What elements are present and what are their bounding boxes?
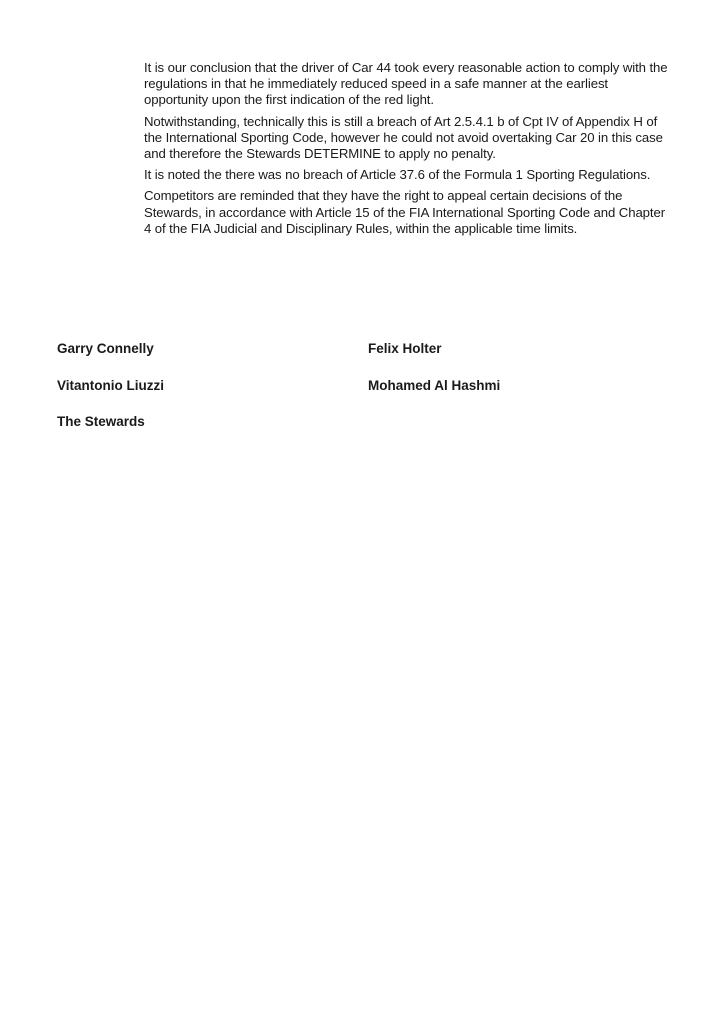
paragraph-appeal-notice: Competitors are reminded that they have the right to appeal certain decisions of the Stewards, in accordance with Article 15 of the FIA International Sporting Code and Chapter 4 of the FIA Judicial and Disciplinary Rules, within the applicable time limits. xyxy=(144,188,666,236)
paragraph-breach: Notwithstanding, technically this is still a breach of Art 2.5.4.1 b of Cpt IV of Appendix H of the International Sporting Code, however he could not avoid overtaking Car 20 in this case and therefore the Stewards DETERMINE to apply no penalty. xyxy=(144,113,663,162)
signatory-name: Garry Connelly xyxy=(57,341,154,356)
decision-body xyxy=(144,60,674,242)
signatory-name: Mohamed Al Hashmi xyxy=(368,378,501,393)
stewards-signoff: The Stewards xyxy=(57,414,145,429)
paragraph-conclusion: It is our conclusion that the driver of Car 44 took every reasonable action to comply with the regulations in that he immediately reduced speed in a safe manner at the earliest opportunity upon the first indication of the red light. xyxy=(144,60,668,108)
signatory-name: Felix Holter xyxy=(368,341,442,356)
signatory-name: Vitantonio Liuzzi xyxy=(57,378,164,393)
paragraph-no-breach: It is noted the there was no breach of Article 37.6 of the Formula 1 Sporting Regulations. xyxy=(144,167,651,183)
